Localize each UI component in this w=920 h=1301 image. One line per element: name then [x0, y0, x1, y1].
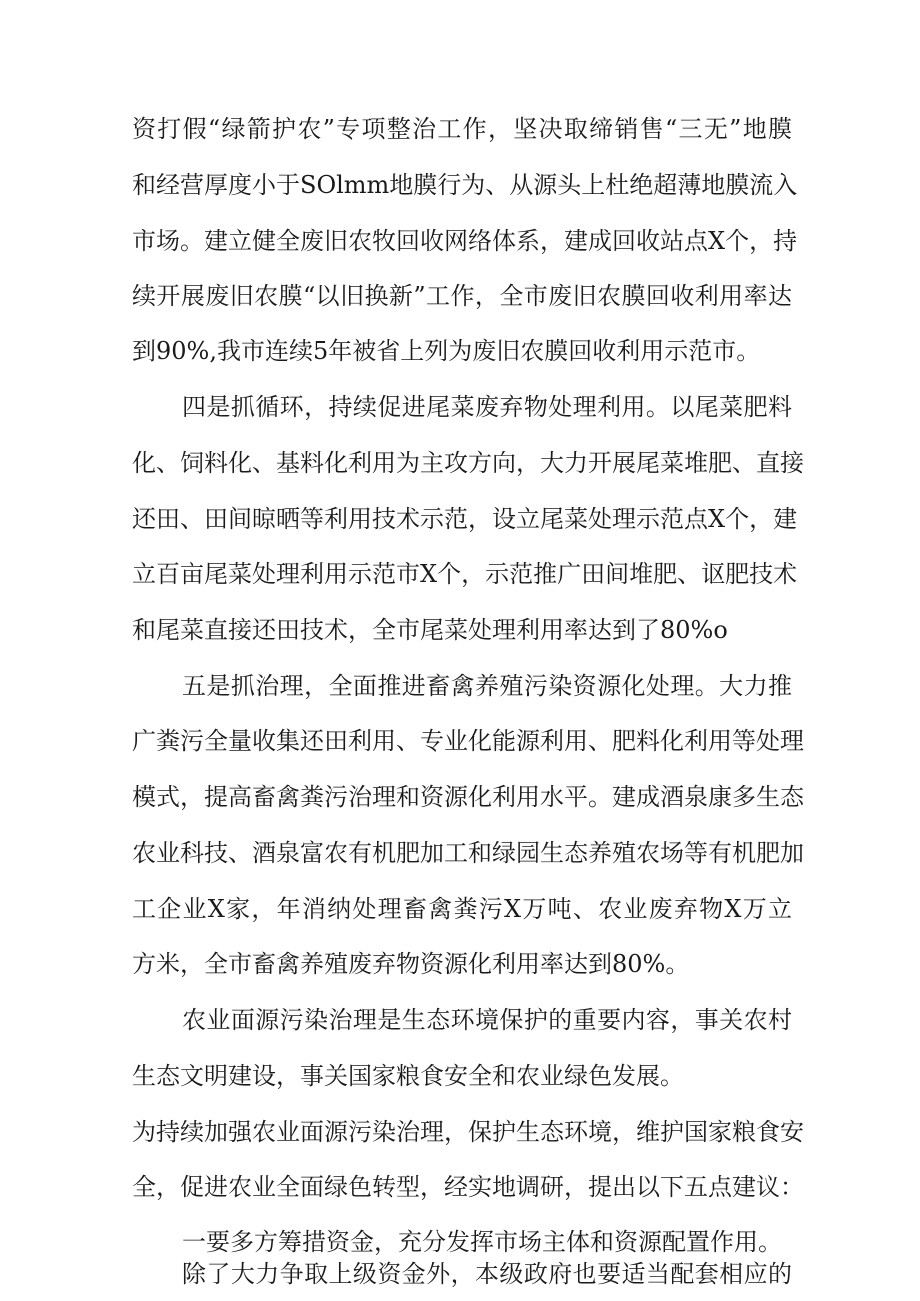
text-line: 立百亩尾菜处理利用示范市X个，示范推广田间堆肥、讴肥技术 — [132, 560, 798, 588]
text-line: 和经营厚度小于SOlmm地膜行为、从源头上杜绝超薄地膜流入 — [132, 171, 798, 199]
paragraph-first-line: 一要多方筹措资金，充分发挥市场主体和资源配置作用。 — [182, 1228, 782, 1256]
text-line: 资打假“绿箭护农”专项整治工作，坚决取缔销售“三无”地膜 — [132, 115, 792, 143]
text-line: 生态文明建设，事关国家粮食安全和农业绿色发展。 — [132, 1062, 684, 1090]
text-line: 方米，全市畜禽养殖废弃物资源化利用率达到80%。 — [132, 950, 690, 978]
text-line: 为持续加强农业面源污染治理，保护生态环境，维护国家粮食安 — [132, 1118, 804, 1146]
text-line: 市场。建立健全废旧农牧回收网络体系，建成回收站点X个，持 — [132, 227, 798, 255]
paragraph-first-line: 四是抓循环，持续促进尾菜废弃物处理利用。以尾菜肥料 — [182, 393, 792, 421]
text-line: 模式，提高畜禽粪污治理和资源化利用水平。建成酒泉康多生态 — [132, 783, 804, 811]
paragraph-first-line: 五是抓治理，全面推进畜禽养殖污染资源化处理。大力推 — [182, 672, 792, 700]
text-line: 续开展废旧农膜“以旧换新”工作，全市废旧农膜回收利用率达 — [132, 282, 792, 310]
text-line: 全，促进农业全面绿色转型，经实地调研，提出以下五点建议： — [132, 1173, 804, 1201]
text-line: 到90%,我市连续5年被省上列为废旧农膜回收利用示范市。 — [132, 337, 761, 365]
text-line: 工企业X家，年消纳处理畜禽粪污X万吨、农业废弃物X万立 — [132, 895, 792, 923]
text-line: 和尾菜直接还田技术，全市尾菜处理利用率达到了80%o — [132, 616, 728, 644]
text-line: 农业科技、酒泉富农有机肥加工和绿园生态养殖农场等有机肥加 — [132, 839, 804, 867]
text-line: 广粪污全量收集还田利用、专业化能源利用、肥料化利用等处理 — [132, 727, 804, 755]
text-line: 化、饲料化、基料化利用为主攻方向，大力开展尾菜堆肥、直接 — [132, 449, 804, 477]
paragraph-first-line: 除了大力争取上级资金外，本级政府也要适当配套相应的 — [182, 1260, 792, 1288]
text-line: 还田、田间晾晒等利用技术示范，设立尾菜处理示范点X个，建 — [132, 505, 798, 533]
paragraph-first-line: 农业面源污染治理是生态环境保护的重要内容，事关农村 — [182, 1006, 792, 1034]
